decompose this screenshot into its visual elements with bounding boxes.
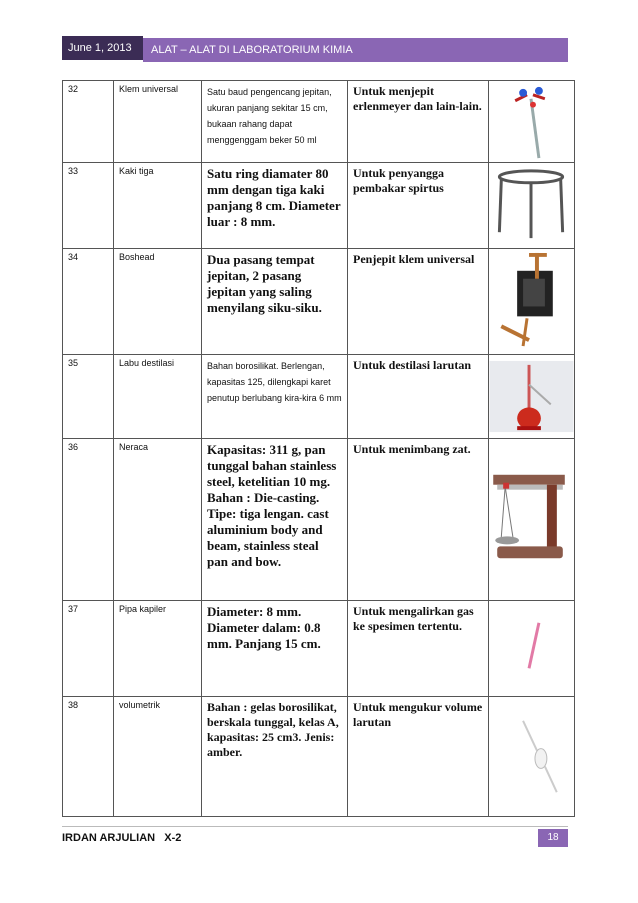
row-name: Kaki tiga <box>114 163 202 249</box>
footer-author: IRDAN ARJULIAN X-2 <box>62 832 182 844</box>
table-row <box>63 81 575 163</box>
row-spec: Diameter: 8 mm. Diameter dalam: 0.8 mm. Panjang 15 cm. <box>202 601 348 697</box>
row-use: Untuk penyangga pembakar spirtus <box>348 163 489 249</box>
row-name: Boshead <box>114 249 202 355</box>
table-row <box>63 355 575 439</box>
row-spec: Bahan : gelas borosilikat, berskala tunggal, kelas A, kapasitas: 25 cm3. Jenis: amber. <box>202 697 348 817</box>
row-image <box>489 355 575 439</box>
table-row <box>63 249 575 355</box>
row-spec: Kapasitas: 311 g, pan tunggal bahan stainless steel, ketelitian 10 mg. Bahan : Die-casting. Tipe: tiga lengan. cast aluminium body and beam, stainless steal pan and bow. <box>202 439 348 601</box>
row-image <box>489 249 575 355</box>
page-number: 18 <box>538 829 568 847</box>
row-number: 32 <box>63 81 114 163</box>
row-number: 36 <box>63 439 114 601</box>
row-name: Klem universal <box>114 81 202 163</box>
row-number: 35 <box>63 355 114 439</box>
row-image <box>489 601 575 697</box>
table-row <box>63 439 575 601</box>
header-date: June 1, 2013 <box>62 36 143 60</box>
row-image <box>489 439 575 601</box>
row-name: volumetrik <box>114 697 202 817</box>
row-spec: Satu ring diamater 80 mm dengan tiga kaki panjang 8 cm. Diameter luar : 8 mm. <box>202 163 348 249</box>
row-name: Labu destilasi <box>114 355 202 439</box>
tripod-image <box>489 163 574 248</box>
table-row <box>63 163 575 249</box>
row-use: Untuk destilasi larutan <box>348 355 489 439</box>
footer-divider <box>62 826 568 827</box>
row-use: Untuk menimbang zat. <box>348 439 489 601</box>
equipment-table <box>62 80 575 817</box>
row-number: 37 <box>63 601 114 697</box>
row-number: 38 <box>63 697 114 817</box>
balance-image <box>489 439 574 600</box>
row-use: Untuk mengalirkan gas ke spesimen tertentu. <box>348 601 489 697</box>
row-use: Untuk mengukur volume larutan <box>348 697 489 817</box>
row-spec: Bahan borosilikat. Berlengan, kapasitas 125, dilengkapi karet penutup berlubang kira-kira 6 mm <box>202 355 348 439</box>
distillation-flask-image <box>489 355 574 438</box>
row-spec: Satu baud pengencang jepitan, ukuran panjang sekitar 15 cm, bukaan rahang dapat menggenggam beker 50 ml <box>202 81 348 163</box>
row-image <box>489 81 575 163</box>
row-name: Neraca <box>114 439 202 601</box>
capillary-tube-image <box>489 601 574 696</box>
row-use: Untuk menjepit erlenmeyer dan lain-lain. <box>348 81 489 163</box>
row-number: 34 <box>63 249 114 355</box>
row-image <box>489 697 575 817</box>
boshead-image <box>489 249 574 354</box>
table-row <box>63 601 575 697</box>
row-number: 33 <box>63 163 114 249</box>
row-name: Pipa kapiler <box>114 601 202 697</box>
row-spec: Dua pasang tempat jepitan, 2 pasang jepitan yang saling menyilang siku-siku. <box>202 249 348 355</box>
volumetric-pipette-image <box>489 697 574 816</box>
table-row <box>63 697 575 817</box>
clamp-image <box>489 81 574 162</box>
header-title: ALAT – ALAT DI LABORATORIUM KIMIA <box>143 38 568 62</box>
row-use: Penjepit klem universal <box>348 249 489 355</box>
row-image <box>489 163 575 249</box>
